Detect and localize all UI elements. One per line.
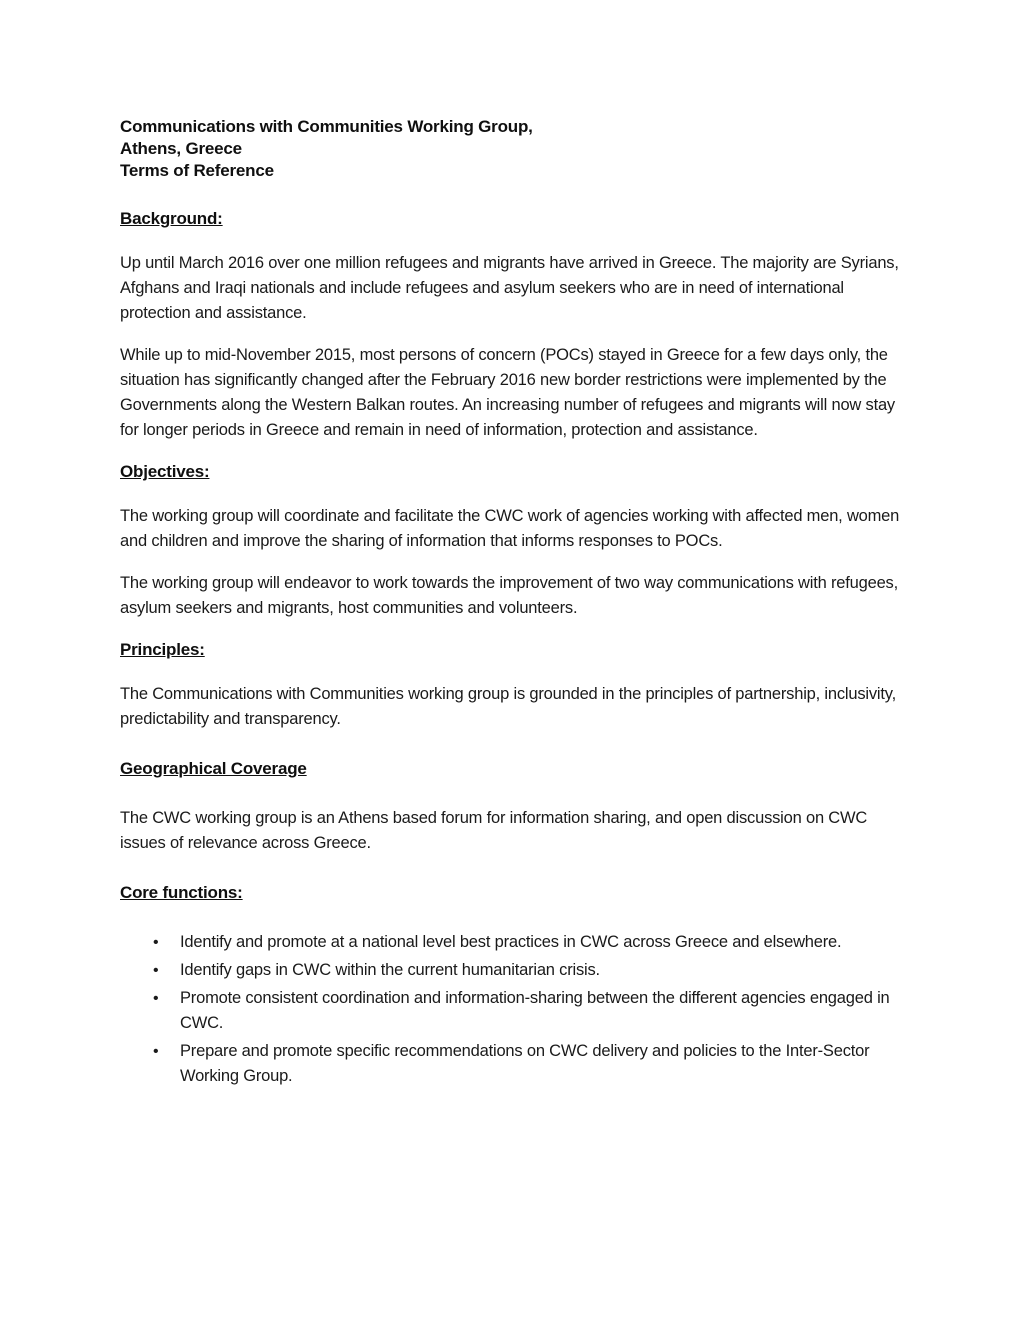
section-heading-objectives: Objectives:: [120, 462, 210, 481]
background-paragraph-2: While up to mid-November 2015, most persons of concern (POCs) stayed in Greece for a few days only, the situation has significantly changed after the February 2016 new border restrictions were implemented by the Governments along the Western Balkan routes. An increasing number of refugees and migrants will now stay for longer periods in Greece and remain in need of information, protection and assistance.: [120, 346, 895, 439]
section-heading-background: Background:: [120, 209, 223, 228]
document-title: [120, 116, 912, 182]
title-line-location: Athens, Greece: [120, 139, 242, 158]
section-heading-core-functions: Core functions:: [120, 883, 243, 902]
section-heading-principles: Principles:: [120, 640, 205, 659]
geographical-coverage-paragraph: The CWC working group is an Athens based forum for information sharing, and open discussion on CWC issues of relevance across Greece.: [120, 809, 868, 852]
background-paragraph-1: Up until March 2016 over one million refugees and migrants have arrived in Greece. The majority are Syrians, Afghans and Iraqi nationals and include refugees and asylum seekers who are in need of international protection and assistance.: [120, 254, 899, 322]
core-function-item-1: • Identify and promote at a national level best practices in CWC across Greece and elsewhere.: [120, 930, 912, 955]
title-line-group: Communications with Communities Working Group,: [120, 117, 533, 136]
core-functions-list: [120, 930, 912, 1089]
core-function-item-3: • Promote consistent coordination and information-sharing between the different agencies engaged in CWC.: [120, 986, 912, 1036]
core-function-item-4: • Prepare and promote specific recommendations on CWC delivery and policies to the Inter-Sector Working Group.: [120, 1039, 912, 1089]
principles-paragraph: The Communications with Communities working group is grounded in the principles of partnership, inclusivity, predictability and transparency.: [120, 685, 896, 728]
section-heading-geographical-coverage: Geographical Coverage: [120, 759, 307, 778]
objectives-paragraph-2: The working group will endeavor to work towards the improvement of two way communications with refugees, asylum seekers and migrants, host communities and volunteers.: [120, 574, 898, 617]
objectives-paragraph-1: The working group will coordinate and facilitate the CWC work of agencies working with affected men, women and children and improve the sharing of information that informs responses to POCs.: [120, 507, 900, 550]
document-content: [120, 116, 912, 1092]
core-function-item-2: • Identify gaps in CWC within the current humanitarian crisis.: [120, 958, 912, 983]
title-line-tor: Terms of Reference: [120, 161, 274, 180]
